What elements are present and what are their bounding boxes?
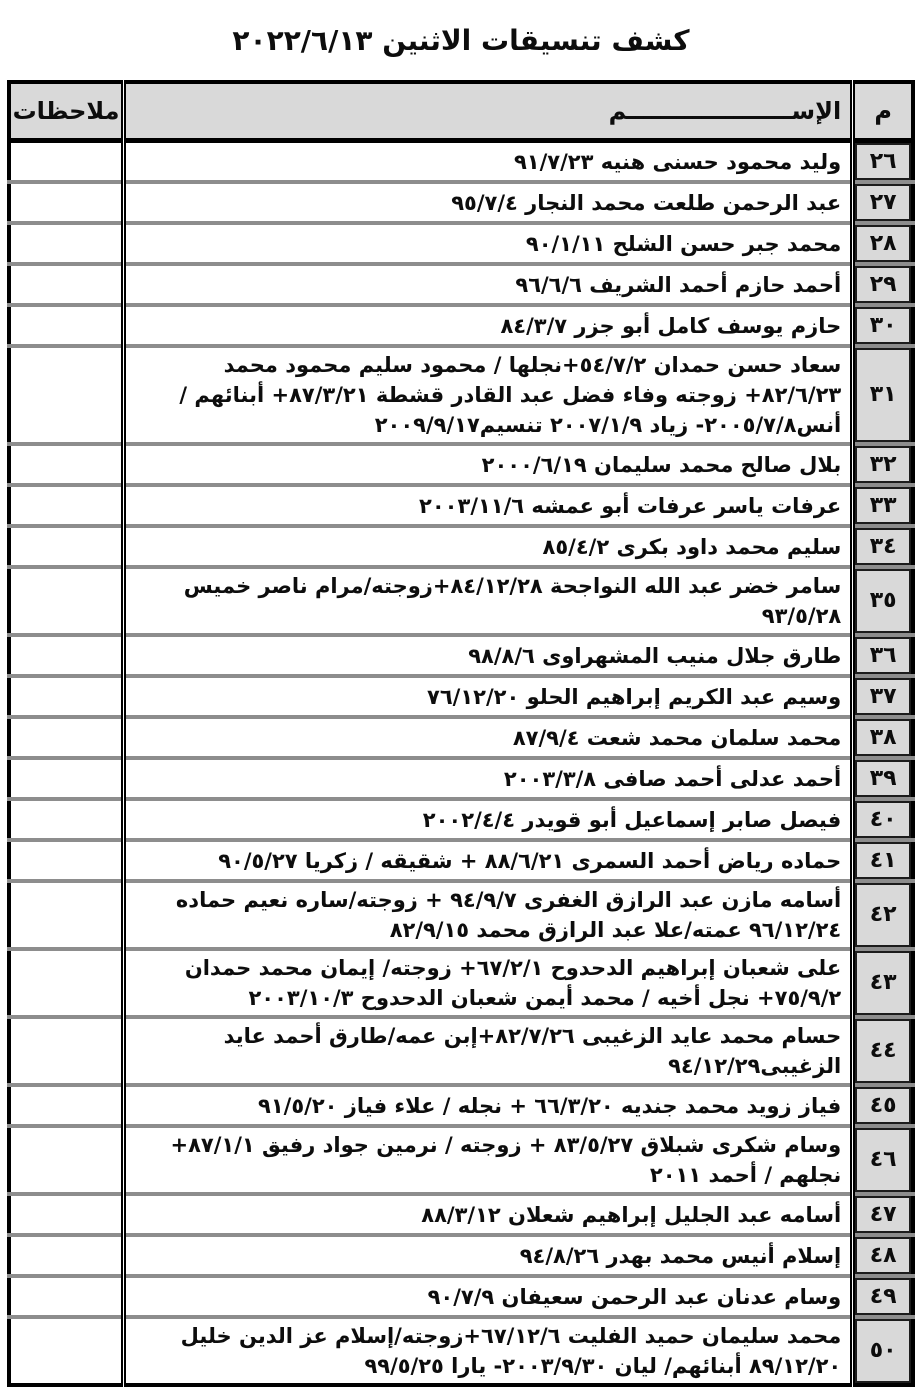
row-name-cell: أحمد عدلى أحمد صافى ٢٠٠٣/٣/٨ [124,758,853,799]
table-row [9,799,913,840]
row-name-cell: محمد سليمان حميد الفليت ٦٧/١٢/٦+زوجته/إسلام عز الدين خليل ٨٩/١٢/٢٠ أبنائهم/ ليان ٢٠٠٣/٩/٣٠- يارا ٩٩/٥/٢٥ [124,1317,853,1385]
row-number-cell: ٢٩ [853,264,913,305]
row-name-cell: وسام شكرى شبلاق ٨٣/٥/٢٧ + زوجته / نرمين جواد رفيق ٨٧/١/١+ نجلهم / أحمد ٢٠١١ [124,1126,853,1194]
row-number-cell: ٤٨ [853,1235,913,1276]
row-notes-cell [9,1126,124,1194]
row-notes-cell [9,1017,124,1085]
table-row [9,949,913,1017]
row-notes-cell [9,141,124,183]
row-notes-cell [9,567,124,635]
row-number-cell: ٣٣ [853,485,913,526]
row-number-cell: ٣١ [853,346,913,444]
row-name-cell: أحمد حازم أحمد الشريف ٩٦/٦/٦ [124,264,853,305]
row-number-cell: ٣٤ [853,526,913,567]
header-row [9,82,913,141]
row-notes-cell [9,1085,124,1126]
table-row [9,223,913,264]
row-name-cell: وليد محمود حسنى هنيه ٩١/٧/٢٣ [124,141,853,183]
table-row [9,1017,913,1085]
table-row [9,1126,913,1194]
row-notes-cell [9,485,124,526]
row-notes-cell [9,758,124,799]
row-notes-cell [9,346,124,444]
row-number-cell: ٣٠ [853,305,913,346]
row-name-cell: أسامه عبد الجليل إبراهيم شعلان ٨٨/٣/١٢ [124,1194,853,1235]
row-number-cell: ٤٦ [853,1126,913,1194]
row-number-cell: ٤٩ [853,1276,913,1317]
row-name-cell: حسام محمد عايد الزغيبى ٨٢/٧/٢٦+إبن عمه/طارق أحمد عايد الزغيبى٩٤/١٢/٢٩ [124,1017,853,1085]
table-row [9,676,913,717]
row-name-cell: إسلام أنيس محمد بهدر ٩٤/٨/٢٦ [124,1235,853,1276]
row-name-cell: فيصل صابر إسماعيل أبو قويدر ٢٠٠٢/٤/٤ [124,799,853,840]
table-row [9,717,913,758]
row-notes-cell [9,949,124,1017]
table-row [9,840,913,881]
row-notes-cell [9,1317,124,1385]
row-number-cell: ٤٥ [853,1085,913,1126]
row-name-cell: سليم محمد داود بكرى ٨٥/٤/٢ [124,526,853,567]
table-row [9,346,913,444]
row-number-cell: ٢٦ [853,141,913,183]
row-number-cell: ٤٠ [853,799,913,840]
row-number-cell: ٤١ [853,840,913,881]
row-notes-cell [9,1194,124,1235]
row-notes-cell [9,223,124,264]
table-row [9,881,913,949]
table-row [9,526,913,567]
table-row [9,1276,913,1317]
header-notes: ملاحظات [9,82,124,141]
row-name-cell: بلال صالح محمد سليمان ٢٠٠٠/٦/١٩ [124,444,853,485]
row-number-cell: ٣٧ [853,676,913,717]
row-notes-cell [9,799,124,840]
table-row [9,1085,913,1126]
table-row [9,758,913,799]
row-name-cell: وسيم عبد الكريم إبراهيم الحلو ٧٦/١٢/٢٠ [124,676,853,717]
row-notes-cell [9,1235,124,1276]
row-name-cell: على شعبان إبراهيم الدحدوح ٦٧/٢/١+ زوجته/ إيمان محمد حمدان ٧٥/٩/٢+ نجل أخيه / محمد أيمن شعبان الدحدوح ٢٠٠٣/١٠/٣ [124,949,853,1017]
row-name-cell: وسام عدنان عبد الرحمن سعيفان ٩٠/٧/٩ [124,1276,853,1317]
row-name-cell: طارق جلال منيب المشهراوى ٩٨/٨/٦ [124,635,853,676]
table-row [9,485,913,526]
row-name-cell: أسامه مازن عبد الرازق الغفرى ٩٤/٩/٧ + زوجته/ساره نعيم حماده ٩٦/١٢/٢٤ عمته/علا عبد الرازق محمد ٨٢/٩/١٥ [124,881,853,949]
table-row [9,635,913,676]
table-row [9,305,913,346]
page-title: كشف تنسيقات الاثنين ٢٠٢٢/٦/١٣ [232,24,690,57]
table-row [9,567,913,635]
row-number-cell: ٣٢ [853,444,913,485]
row-number-cell: ٤٣ [853,949,913,1017]
table-row [9,1235,913,1276]
table-row [9,182,913,223]
table-row [9,1194,913,1235]
row-notes-cell [9,840,124,881]
row-number-cell: ٢٨ [853,223,913,264]
row-number-cell: ٣٩ [853,758,913,799]
row-notes-cell [9,881,124,949]
row-number-cell: ٣٥ [853,567,913,635]
row-name-cell: محمد جبر حسن الشلح ٩٠/١/١١ [124,223,853,264]
row-number-cell: ٥٠ [853,1317,913,1385]
row-number-cell: ٣٨ [853,717,913,758]
row-notes-cell [9,182,124,223]
row-notes-cell [9,444,124,485]
row-number-cell: ٤٤ [853,1017,913,1085]
row-name-cell: حماده رياض أحمد السمرى ٨٨/٦/٢١ + شقيقه / زكريا ٩٠/٥/٢٧ [124,840,853,881]
row-name-cell: عبد الرحمن طلعت محمد النجار ٩٥/٧/٤ [124,182,853,223]
row-name-cell: سعاد حسن حمدان ٥٤/٧/٢+نجلها / محمود سليم محمود محمد ٨٢/٦/٢٣+ زوجته وفاء فضل عبد القادر قشطة ٨٧/٣/٢١+ أبنائهم / أنس٢٠٠٥/٧/٨- زياد ٢٠٠٧/١/٩ تنسيم٢٠٠٩/٩/١٧ [124,346,853,444]
table-row [9,141,913,183]
row-notes-cell [9,1276,124,1317]
row-name-cell: عرفات ياسر عرفات أبو عمشه ٢٠٠٣/١١/٦ [124,485,853,526]
row-notes-cell [9,717,124,758]
row-notes-cell [9,264,124,305]
row-number-cell: ٣٦ [853,635,913,676]
row-name-cell: حازم يوسف كامل أبو جزر ٨٤/٣/٧ [124,305,853,346]
header-name: الإســــــــــــــــــــم [124,82,853,141]
row-notes-cell [9,526,124,567]
table-row [9,1317,913,1385]
row-notes-cell [9,305,124,346]
coordination-table [7,80,915,1387]
row-notes-cell [9,676,124,717]
row-notes-cell [9,635,124,676]
row-name-cell: فياز زويد محمد جنديه ٦٦/٣/٢٠ + نجله / علاء فياز ٩١/٥/٢٠ [124,1085,853,1126]
row-number-cell: ٤٧ [853,1194,913,1235]
table-row [9,264,913,305]
row-name-cell: محمد سلمان محمد شعت ٨٧/٩/٤ [124,717,853,758]
header-number: م [853,82,913,141]
table-row [9,444,913,485]
row-number-cell: ٢٧ [853,182,913,223]
row-number-cell: ٤٢ [853,881,913,949]
table-body [9,141,913,1386]
row-name-cell: سامر خضر عبد الله النواجحة ٨٤/١٢/٢٨+زوجته/مرام ناصر خميس ٩٣/٥/٢٨ [124,567,853,635]
